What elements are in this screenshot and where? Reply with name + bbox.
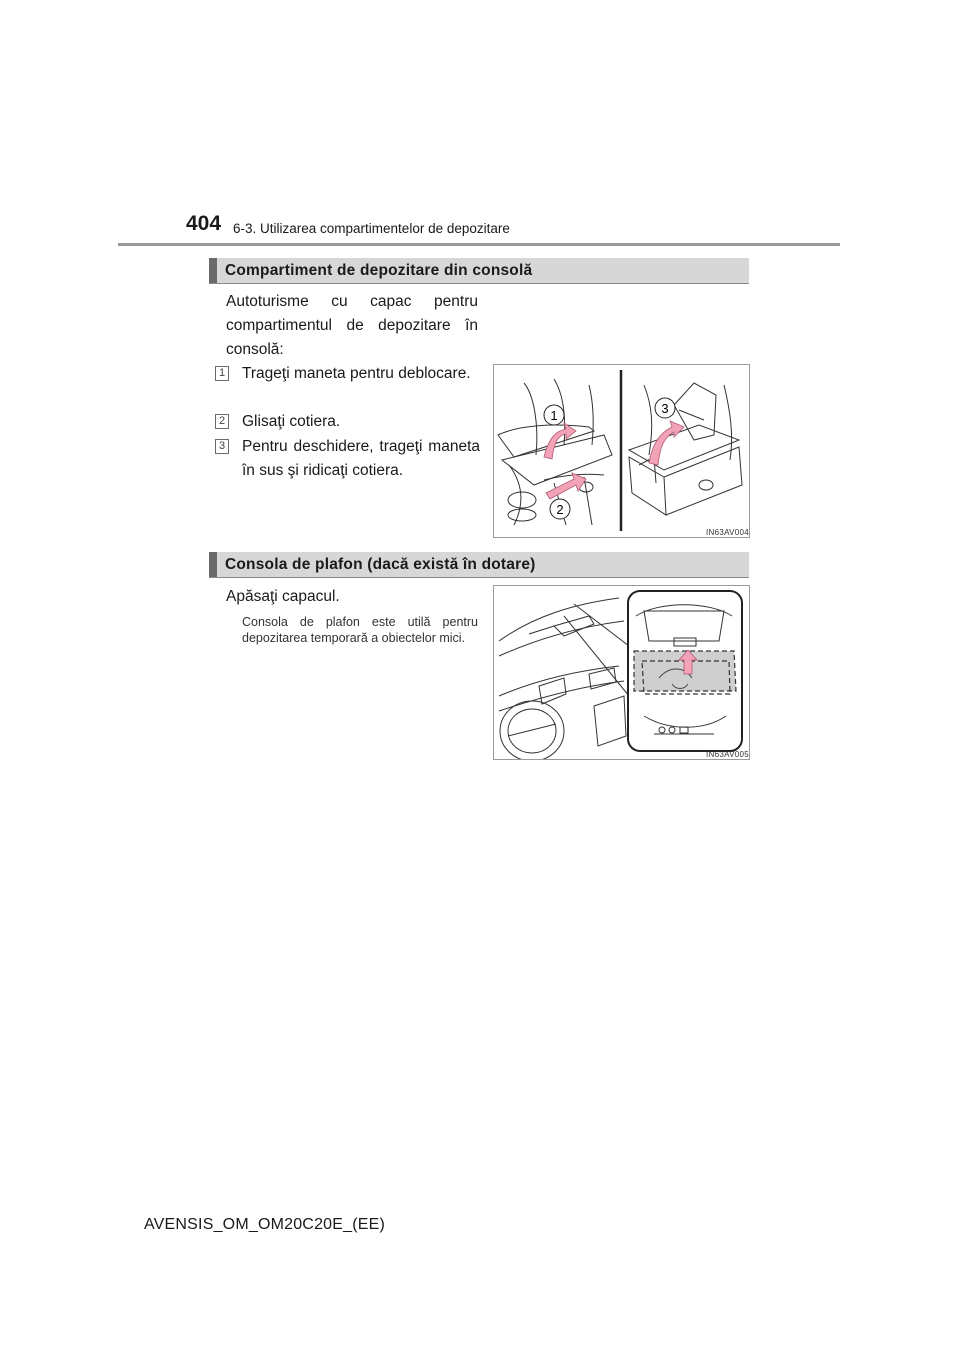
section-title: Consola de plafon (dacă există în dotare) xyxy=(225,556,536,573)
document-code: AVENSIS_OM_OM20C20E_(EE) xyxy=(144,1216,386,1233)
step-number-badge: 2 xyxy=(215,414,229,429)
overhead-console-drawing xyxy=(494,586,749,759)
step-number-badge: 3 xyxy=(215,439,229,454)
step-text: Trageţi maneta pentru deblocare. xyxy=(242,365,471,382)
figure-code: IN63AV005 xyxy=(706,750,750,759)
instruction-text: Apăsaţi capacul. xyxy=(226,588,340,605)
page-number: 404 xyxy=(186,212,222,235)
step-2 xyxy=(215,410,480,434)
heading-accent-bar xyxy=(209,258,217,283)
figure-code: IN63AV004 xyxy=(706,528,750,537)
step-number-badge: 1 xyxy=(215,366,229,381)
step-3 xyxy=(215,435,480,483)
section-heading-console-storage xyxy=(209,258,749,284)
step-text: Pentru deschidere, trageţi maneta în sus şi ridicaţi cotiera. xyxy=(242,438,480,479)
overhead-console-illustration xyxy=(493,585,750,760)
intro-text: Autoturisme cu capac pentru compartimentul de depozitare în consolă: xyxy=(226,293,478,358)
section-title: Compartiment de depozitare din consolă xyxy=(225,262,533,279)
section-heading-overhead-console xyxy=(209,552,749,578)
note-text: Consola de plafon este utilă pentru depozitarea temporară a obiectelor mici. xyxy=(242,615,478,645)
callout-3: 3 xyxy=(661,401,669,416)
header-divider xyxy=(118,243,840,246)
console-armrest-drawing xyxy=(494,365,749,537)
callout-1: 1 xyxy=(550,408,558,423)
callout-2: 2 xyxy=(556,502,564,517)
step-text: Glisaţi cotiera. xyxy=(242,413,341,430)
running-title: 6-3. Utilizarea compartimentelor de depozitare xyxy=(233,221,510,236)
heading-accent-bar xyxy=(209,552,217,577)
step-1 xyxy=(215,362,480,410)
console-armrest-illustration xyxy=(493,364,750,538)
